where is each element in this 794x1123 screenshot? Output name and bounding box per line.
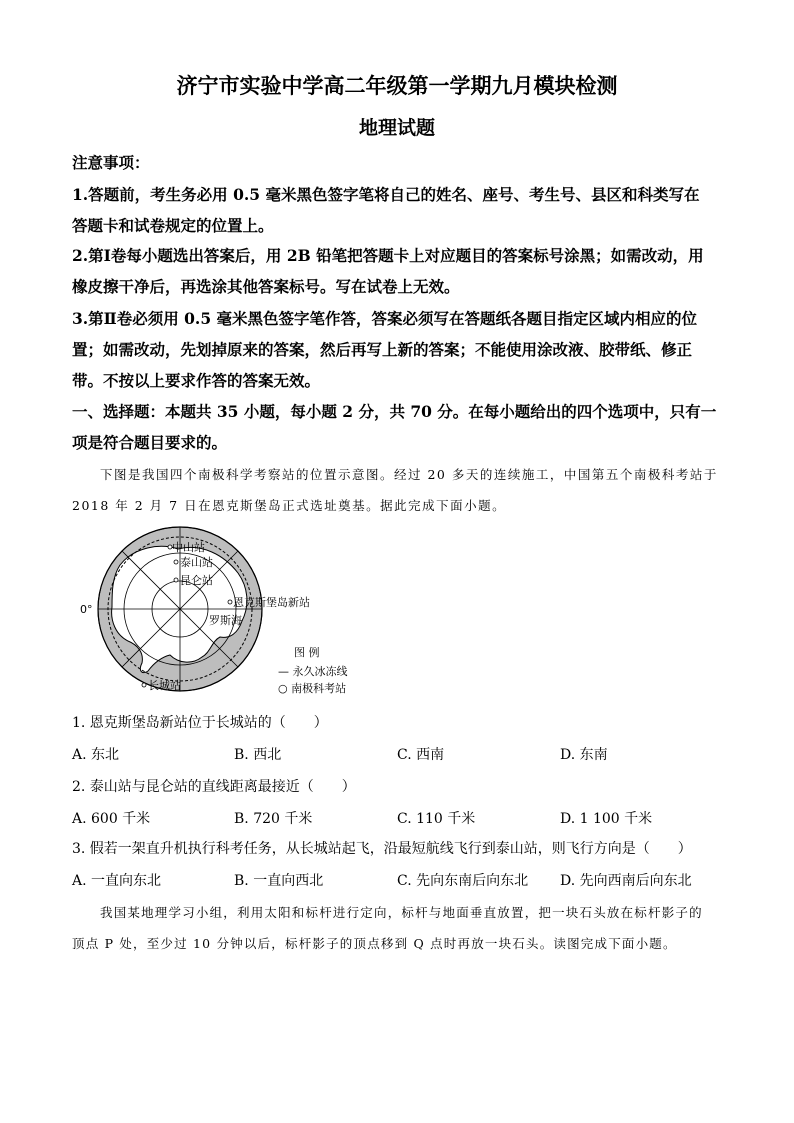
q3-option-b[interactable]: B. 一直向西北 [234,873,324,889]
station-marker-kunlun [174,578,178,582]
q1-option-d[interactable]: D. 东南 [560,747,608,763]
question-3: 3. 假若一架直升机执行科考任务，从长城站起飞，沿最短航线飞行到泰山站，则飞行方向是（ ） [72,841,692,857]
q2-option-d[interactable]: D. 1 100 千米 [560,811,653,827]
question-2: 2. 泰山站与昆仑站的直线距离最接近（ ） [72,779,356,795]
q2-option-b[interactable]: B. 720 千米 [234,811,313,827]
label-taishan: 泰山站 [180,556,213,569]
question-1: 1. 恩克斯堡岛新站位于长城站的（ ） [72,715,328,731]
label-zhongshan: 中山站 [172,541,205,554]
label-kunlun: 昆仑站 [180,574,213,587]
q1-option-b[interactable]: B. 西北 [234,747,282,763]
intro-paragraph: 顶点 P 处，至少过 10 分钟以后，标杆影子的顶点移到 Q 点时再放一块石头。读图完成下面小题。 [72,936,677,951]
label-enkesi: 恩克斯堡岛新站 [233,596,310,609]
legend-station: ○ 南极科考站 [278,682,347,695]
label-changcheng: 长城站 [148,679,181,692]
q3-option-d[interactable]: D. 先向西南后向东北 [560,873,692,889]
legend-permafrost: — 永久冰冻线 [278,665,348,678]
page-subtitle: 地理试题 [358,117,435,139]
label-ross-sea: 罗斯海 [209,614,242,627]
q2-option-c[interactable]: C. 110 千米 [397,811,476,827]
section-heading: 一、选择题：本题共 35 小题，每小题 2 分，共 70 分。在每小题给出的四个选项中，只有一 [72,402,717,421]
notice-line: 答题卡和试卷规定的位置上。 [72,216,274,235]
intro-paragraph: 我国某地理学习小组，利用太阳和标杆进行定向，标杆与地面垂直放置，把一块石头放在标杆影子的 [100,905,703,920]
q3-option-a[interactable]: A. 一直向东北 [72,873,162,889]
station-marker-enkesi [228,600,232,604]
section-heading-cont: 项是符合题目要求的。 [72,433,228,452]
intro-paragraph: 下图是我国四个南极科学考察站的位置示意图。经过 20 多天的连续施工，中国第五个南极科考站于 [100,467,718,482]
notice-line: 置；如需改动，先划掉原来的答案，然后再写上新的答案；不能使用涂改液、胶带纸、修正 [72,340,693,359]
q1-option-a[interactable]: A. 东北 [72,747,120,763]
q2-option-a[interactable]: A. 600 千米 [72,811,151,827]
label-zero-meridian: 0° [80,603,93,616]
intro-paragraph: 2018 年 2 月 7 日在恩克斯堡岛正式选址奠基。据此完成下面小题。 [72,498,507,513]
q3-option-c[interactable]: C. 先向东南后向东北 [397,873,529,889]
notice-line: 带。不按以上要求作答的答案无效。 [72,371,321,390]
legend-title: 图 例 [294,646,320,659]
antarctica-map [82,525,382,705]
notice-line: 1.答题前，考生务必用 0.5 毫米黑色签字笔将自己的姓名、座号、考生号、县区和科类写在 [72,185,700,204]
station-marker-taishan [174,560,178,564]
notice-line: 3.第Ⅱ卷必须用 0.5 毫米黑色签字笔作答，答案必须写在答题纸各题目指定区域内相应的位 [72,309,698,328]
notice-line: 2.第Ⅰ卷每小题选出答案后，用 2B 铅笔把答题卡上对应题目的答案标号涂黑；如需改动，用 [72,246,704,265]
page-title: 济宁市实验中学高二年级第一学期九月模块检测 [176,73,618,98]
notice-line: 橡皮擦干净后，再选涂其他答案标号。写在试卷上无效。 [72,277,460,296]
notice-heading: 注意事项： [72,153,150,172]
q1-option-c[interactable]: C. 西南 [397,747,445,763]
station-marker-changcheng [142,683,146,687]
